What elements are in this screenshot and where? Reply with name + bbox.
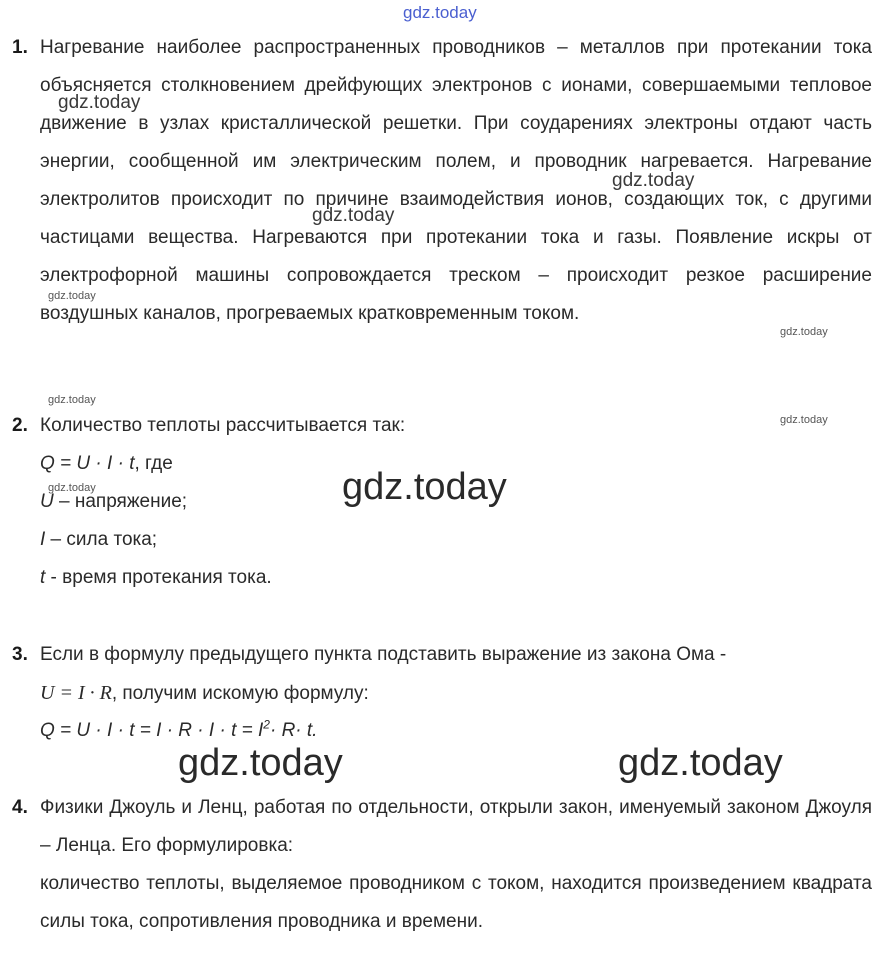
- formula-suffix: , где: [134, 453, 173, 474]
- answer-item-3: [12, 636, 872, 750]
- definition-voltage: U – напряжение;: [40, 491, 188, 512]
- watermark: gdz.today: [48, 394, 96, 406]
- answer-item-1: [12, 29, 872, 333]
- item-text: Физики Джоуль и Ленц, работая по отдельности, открыли закон, именуемый законом Джоуля – Ленца. Его формулировка:: [40, 797, 872, 856]
- item-intro: Количество теплоты рассчитывается так:: [40, 415, 406, 436]
- watermark: gdz.today: [48, 290, 96, 302]
- answer-item-4: [12, 789, 872, 941]
- watermark: gdz.today: [780, 326, 828, 338]
- watermark: gdz.today: [312, 205, 395, 226]
- item-number: 4.: [12, 797, 28, 818]
- item-number: 1.: [12, 37, 28, 58]
- watermark: gdz.today: [780, 414, 828, 426]
- item-number: 3.: [12, 644, 28, 665]
- watermark-top: gdz.today: [403, 3, 477, 22]
- answer-item-2: [12, 407, 872, 597]
- watermark-large: gdz.today: [178, 742, 343, 784]
- item-number: 2.: [12, 415, 28, 436]
- watermark-large: gdz.today: [342, 466, 507, 508]
- item-intro: Если в формулу предыдущего пункта подставить выражение из закона Ома -: [40, 644, 727, 665]
- ohm-law-line: U = I · R, получим искомую формулу:: [40, 682, 369, 704]
- watermark: gdz.today: [612, 170, 695, 191]
- formula-line: [40, 445, 872, 483]
- law-statement: количество теплоты, выделяемое проводником с током, находится произведением квадрата силы тока, сопротивления проводника и времени.: [40, 873, 872, 932]
- item-text: Нагревание наиболее распространенных проводников – металлов при протекании тока объясняется столкновением дрейфующих электронов с ионами, совершаемыми тепловое движение в узлах кристаллической решетки. При соударениях электроны отдают часть энергии, сообщенной им электрическим полем, и проводник нагревается. Нагревание электролитов происходит по причине взаимодействия ионов, создающих ток, с другими частицами вещества. Нагреваются при протекании тока и газы. Появление искры от электрофорной машины сопровождается треском – происходит резкое расширение воздушных каналов, прогреваемых кратковременным током.: [40, 37, 872, 324]
- watermark-large: gdz.today: [618, 742, 783, 784]
- ohm-law: U = I · R: [40, 682, 112, 704]
- heat-formula: Q = U · I · t: [40, 453, 135, 474]
- final-formula: $Q = U \cdot I \cdot t = I \cdot R \cdot I \cdot t = I^2\cdot R\cdot t$.: [40, 717, 318, 741]
- watermark: gdz.today: [58, 92, 141, 113]
- definition-current: I – сила тока;: [40, 529, 158, 550]
- watermark: gdz.today: [48, 482, 96, 494]
- definition-time: t - время протекания тока.: [40, 567, 272, 588]
